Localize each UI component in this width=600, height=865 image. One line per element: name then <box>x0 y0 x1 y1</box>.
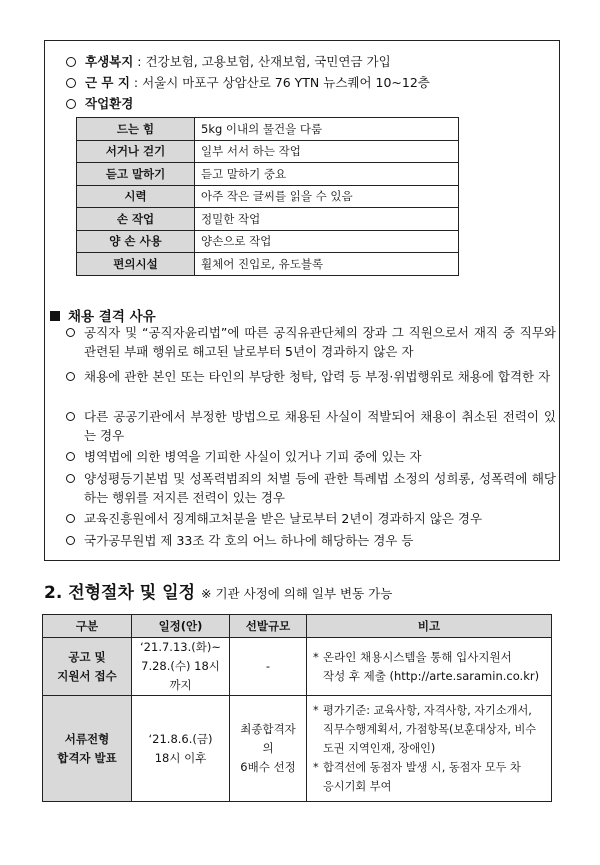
env-key: 양 손 사용 <box>77 230 195 253</box>
date-text: ‘21.8.6.(금) <box>148 731 213 746</box>
table-row <box>77 253 459 276</box>
note-line: * 평가기준: 교육사항, 자격사항, 자기소개서, <box>313 704 532 717</box>
note-text: 평가기준: 교육사항, 자격사항, 자기소개서, <box>323 704 532 717</box>
env-value: 휠체어 진입로, 유도블록 <box>195 253 459 276</box>
notes-cell <box>307 638 552 696</box>
env-key: 손 작업 <box>77 208 195 231</box>
welfare-row <box>66 52 391 70</box>
env-key: 드는 힘 <box>77 118 195 141</box>
location-label: 근 무 지 <box>85 75 130 90</box>
location-row <box>66 73 430 91</box>
notes-cell <box>307 696 552 802</box>
list-item-text: 다른 공공기관에서 부정한 방법으로 채용된 사실이 적발되어 채용이 취소된 전력이 있는 경우 <box>84 409 556 443</box>
env-key: 시력 <box>77 185 195 208</box>
circle-bullet-icon <box>66 372 75 381</box>
scale-text: 최종합격자의 <box>240 722 296 755</box>
circle-bullet-icon <box>66 474 75 483</box>
circle-bullet-icon <box>66 452 75 461</box>
square-bullet-icon <box>50 311 60 321</box>
circle-bullet-icon <box>66 328 75 337</box>
env-value: 일부 서서 하는 작업 <box>195 140 459 163</box>
welfare-label: 후생복지 <box>85 54 134 69</box>
env-value: 5kg 이내의 물건을 다룸 <box>195 118 459 141</box>
circle-bullet-icon <box>66 99 76 109</box>
list-item <box>66 469 556 507</box>
env-key: 편의시설 <box>77 253 195 276</box>
table-row <box>43 638 552 696</box>
note-text: 합격선에 동점자 발생 시, 동점자 모두 차 <box>323 761 521 774</box>
date-text: ‘21.7.13.(화)~ <box>140 640 221 654</box>
list-item-text: 양성평등기본법 및 성폭력범죄의 처벌 등에 관한 특례법 소정의 성희롱, 성폭력에 해당하는 행위를 저지른 전력이 있는 경우 <box>84 471 556 505</box>
list-item-text: 국가공무원법 제 33조 각 호의 어느 하나에 해당하는 경우 등 <box>84 533 414 548</box>
env-value: 정밀한 작업 <box>195 208 459 231</box>
section-note: ※ 기관 사정에 의해 일부 변동 가능 <box>201 586 393 601</box>
column-header: 일정(안) <box>132 615 230 638</box>
circle-bullet-icon <box>66 536 75 545</box>
circle-bullet-icon <box>66 412 75 421</box>
table-row <box>77 230 459 253</box>
list-item <box>66 531 556 550</box>
stage-text: 공고 및 <box>68 649 106 664</box>
schedule-table <box>42 614 552 802</box>
list-item <box>66 509 556 528</box>
disqualification-heading <box>50 305 156 325</box>
list-item-text: 교육진흥원에서 징계해고처분을 받은 날로부터 2년이 경과하지 않은 경우 <box>84 511 483 526</box>
date-text: 7.28.(수) 18시까지 <box>141 659 220 692</box>
date-text: 18시 이후 <box>154 750 207 765</box>
env-value: 아주 작은 글씨를 읽을 수 있음 <box>195 185 459 208</box>
list-item-text: 공직자 및 “공직자윤리법”에 따른 공직유관단체의 장과 그 직원으로서 재직 중 직무와 관련된 부패 행위로 해고된 날로부터 5년이 경과하지 않은 자 <box>84 325 556 359</box>
column-header: 구분 <box>43 615 132 638</box>
stage-cell <box>43 638 132 696</box>
date-cell <box>132 696 230 802</box>
stage-text: 서류전형 <box>64 731 110 746</box>
stage-cell <box>43 696 132 802</box>
table-row <box>77 140 459 163</box>
work-environment-table <box>76 117 459 276</box>
disqualification-title: 채용 결격 사유 <box>68 309 156 325</box>
note-text: 작성 후 제출 (http://arte.saramin.co.kr) <box>323 668 540 683</box>
scale-cell <box>230 696 307 802</box>
env-row <box>66 94 133 112</box>
note-text: 응시기회 부여 <box>323 780 392 793</box>
date-cell <box>132 638 230 696</box>
table-header-row <box>43 615 552 638</box>
welfare-value: : 건강보험, 고용보험, 산재보험, 국민연금 가입 <box>137 54 391 69</box>
circle-bullet-icon <box>66 57 76 67</box>
scale-text: - <box>265 659 271 673</box>
table-row <box>77 118 459 141</box>
list-item <box>66 447 556 466</box>
note-text: 도권 지역인재, 장애인) <box>323 742 436 755</box>
section-heading <box>44 578 392 603</box>
table-row <box>43 696 552 802</box>
list-item <box>66 407 556 445</box>
circle-bullet-icon <box>66 78 76 88</box>
list-item-text: 채용에 관한 본인 또는 타인의 부당한 청탁, 압력 등 부정·위법행위로 채용에 합격한 자 <box>84 369 551 384</box>
section-title: 2. 전형절차 및 일정 <box>44 583 195 603</box>
table-row <box>77 185 459 208</box>
table-row <box>77 163 459 186</box>
scale-text: 6배수 선정 <box>240 760 296 774</box>
note-line: * 온라인 채용시스템을 통해 입사지원서 <box>313 649 512 664</box>
list-item-text: 병역법에 의한 병역을 기피한 사실이 있거나 기피 중에 있는 자 <box>84 449 422 464</box>
list-item <box>66 323 556 361</box>
note-text: 온라인 채용시스템을 통해 입사지원서 <box>323 649 512 664</box>
table-row <box>77 208 459 231</box>
env-value: 양손으로 작업 <box>195 230 459 253</box>
note-text: 직무수행계획서, 가점항목(보훈대상자, 비수 <box>323 723 537 736</box>
env-key: 듣고 말하기 <box>77 163 195 186</box>
stage-text: 합격자 발표 <box>57 750 117 765</box>
note-line: * 합격선에 동점자 발생 시, 동점자 모두 차 <box>313 761 521 774</box>
column-header: 선발규모 <box>230 615 307 638</box>
circle-bullet-icon <box>66 514 75 523</box>
stage-text: 지원서 접수 <box>57 668 117 683</box>
column-header: 비고 <box>307 615 552 638</box>
list-item <box>66 367 556 405</box>
env-value: 듣고 말하기 중요 <box>195 163 459 186</box>
scale-cell <box>230 638 307 696</box>
env-key: 서거나 걷기 <box>77 140 195 163</box>
location-value: : 서울시 마포구 상암산로 76 YTN 뉴스퀘어 10~12층 <box>133 75 430 90</box>
env-label: 작업환경 <box>85 96 134 111</box>
